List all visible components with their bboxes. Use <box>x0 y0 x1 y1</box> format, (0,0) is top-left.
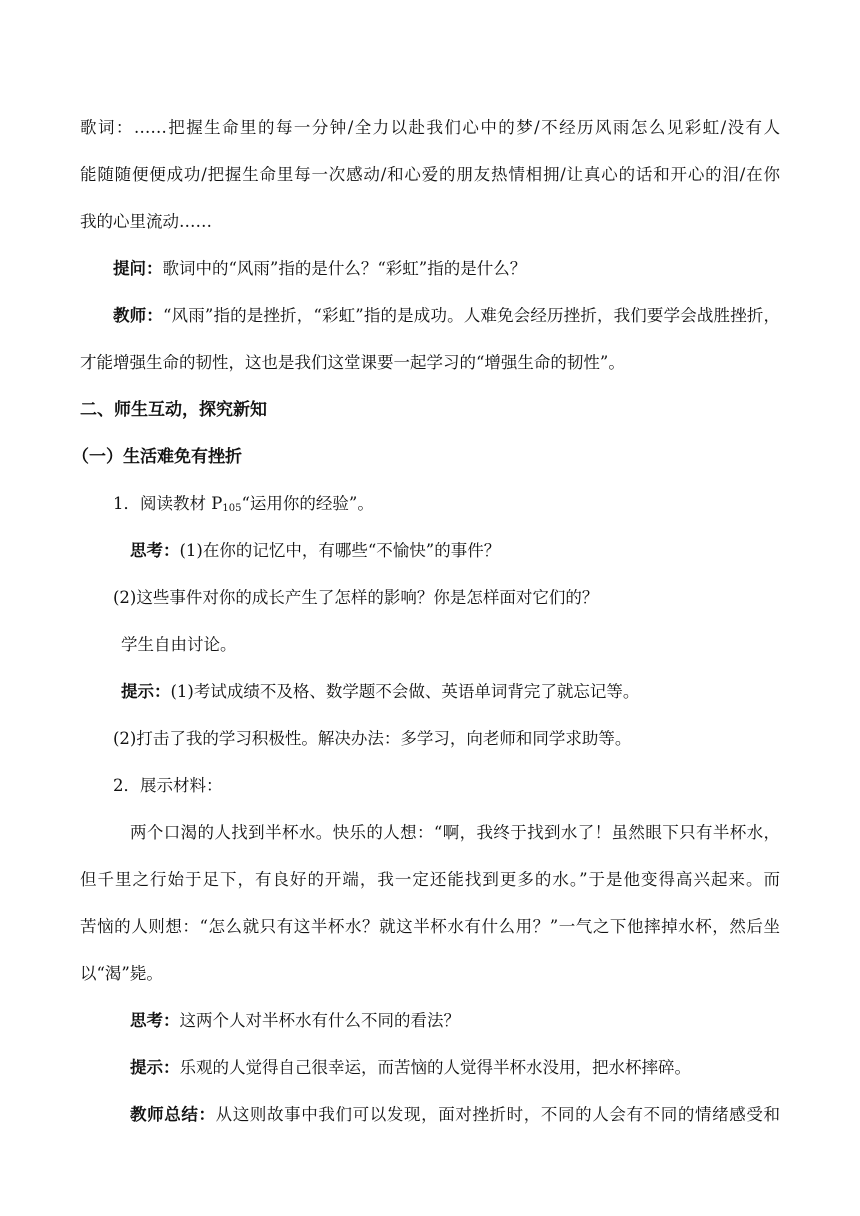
material-line-1: 两个口渴的人找到半杯水。快乐的人想：“啊，我终于找到水了！虽然眼下只有半杯水， <box>130 823 780 842</box>
subsection-heading: （一）生活难免有挫折 <box>72 447 242 467</box>
question-label: 提问： <box>113 259 163 278</box>
item-1-page: 105 <box>222 503 242 514</box>
think-2-text: 这两个人对半杯水有什么不同的看法？ <box>179 1011 460 1030</box>
teacher-line-1 <box>113 304 780 328</box>
teacher-label: 教师： <box>113 306 163 325</box>
think-1-text: (1)在你的记忆中，有哪些“不愉快”的事件？ <box>179 541 501 560</box>
think-2-label: 思考： <box>130 1011 180 1030</box>
item-1-suffix: “运用你的经验”。 <box>241 494 374 513</box>
lyrics-line-3: 我的心里流动…… <box>80 212 212 231</box>
section-heading: 二、师生互动，探究新知 <box>80 400 267 420</box>
think-1-part-2: (2)这些事件对你的成长产生了怎样的影响？你是怎样面对它们的？ <box>113 588 599 607</box>
material-line-3: 苦恼的人则想：“怎么就只有这半杯水？就这半杯水有什么用？”一气之下他摔掉水杯，然后坐 <box>80 917 780 936</box>
summary-label: 教师总结： <box>130 1105 216 1124</box>
material-line-4: 以“渴”毙。 <box>80 964 163 983</box>
think-1 <box>130 539 500 563</box>
lyrics-line-1: 歌词：……把握生命里的每一分钟/全力以赴我们心中的梦/不经历风雨怎么见彩虹/没有人 <box>80 118 780 137</box>
question-1 <box>113 257 526 281</box>
teacher-line-2: 才能增强生命的韧性，这也是我们这堂课要一起学习的“增强生命的韧性”。 <box>80 353 625 372</box>
hint-2 <box>130 1056 691 1080</box>
think-2 <box>130 1009 460 1033</box>
lyrics-line-2: 能随随便便成功/把握生命里每一次感动/和心爱的朋友热情相拥/让真心的话和开心的泪/在你 <box>80 165 780 184</box>
discussion: 学生自由讨论。 <box>121 635 237 654</box>
teacher-text-1: “风雨”指的是挫折，“彩虹”指的是成功。人难免会经历挫折，我们要学会战胜挫折， <box>162 306 781 325</box>
hint-1-label: 提示： <box>121 682 171 701</box>
summary <box>130 1103 780 1127</box>
hint-1 <box>121 680 639 704</box>
material-line-2: 但千里之行始于足下，有良好的开端，我一定还能找到更多的水。”于是他变得高兴起来。而 <box>80 870 780 889</box>
item-1 <box>113 492 374 521</box>
item-1-prefix: 1．阅读教材 P <box>113 494 223 513</box>
hint-1-text: (1)考试成绩不及格、数学题不会做、英语单词背完了就忘记等。 <box>170 682 640 701</box>
summary-text: 从这则故事中我们可以发现，面对挫折时，不同的人会有不同的情绪感受和 <box>215 1105 781 1124</box>
hint-2-label: 提示： <box>130 1058 180 1077</box>
question-text: 歌词中的“风雨”指的是什么？“彩虹”指的是什么？ <box>162 259 527 278</box>
item-2: 2．展示材料： <box>113 776 223 795</box>
hint-2-text: 乐观的人觉得自己很幸运，而苦恼的人觉得半杯水没用，把水杯摔碎。 <box>179 1058 691 1077</box>
think-1-label: 思考： <box>130 541 180 560</box>
hint-1-part-2: (2)打击了我的学习积极性。解决办法：多学习，向老师和同学求助等。 <box>113 729 632 748</box>
